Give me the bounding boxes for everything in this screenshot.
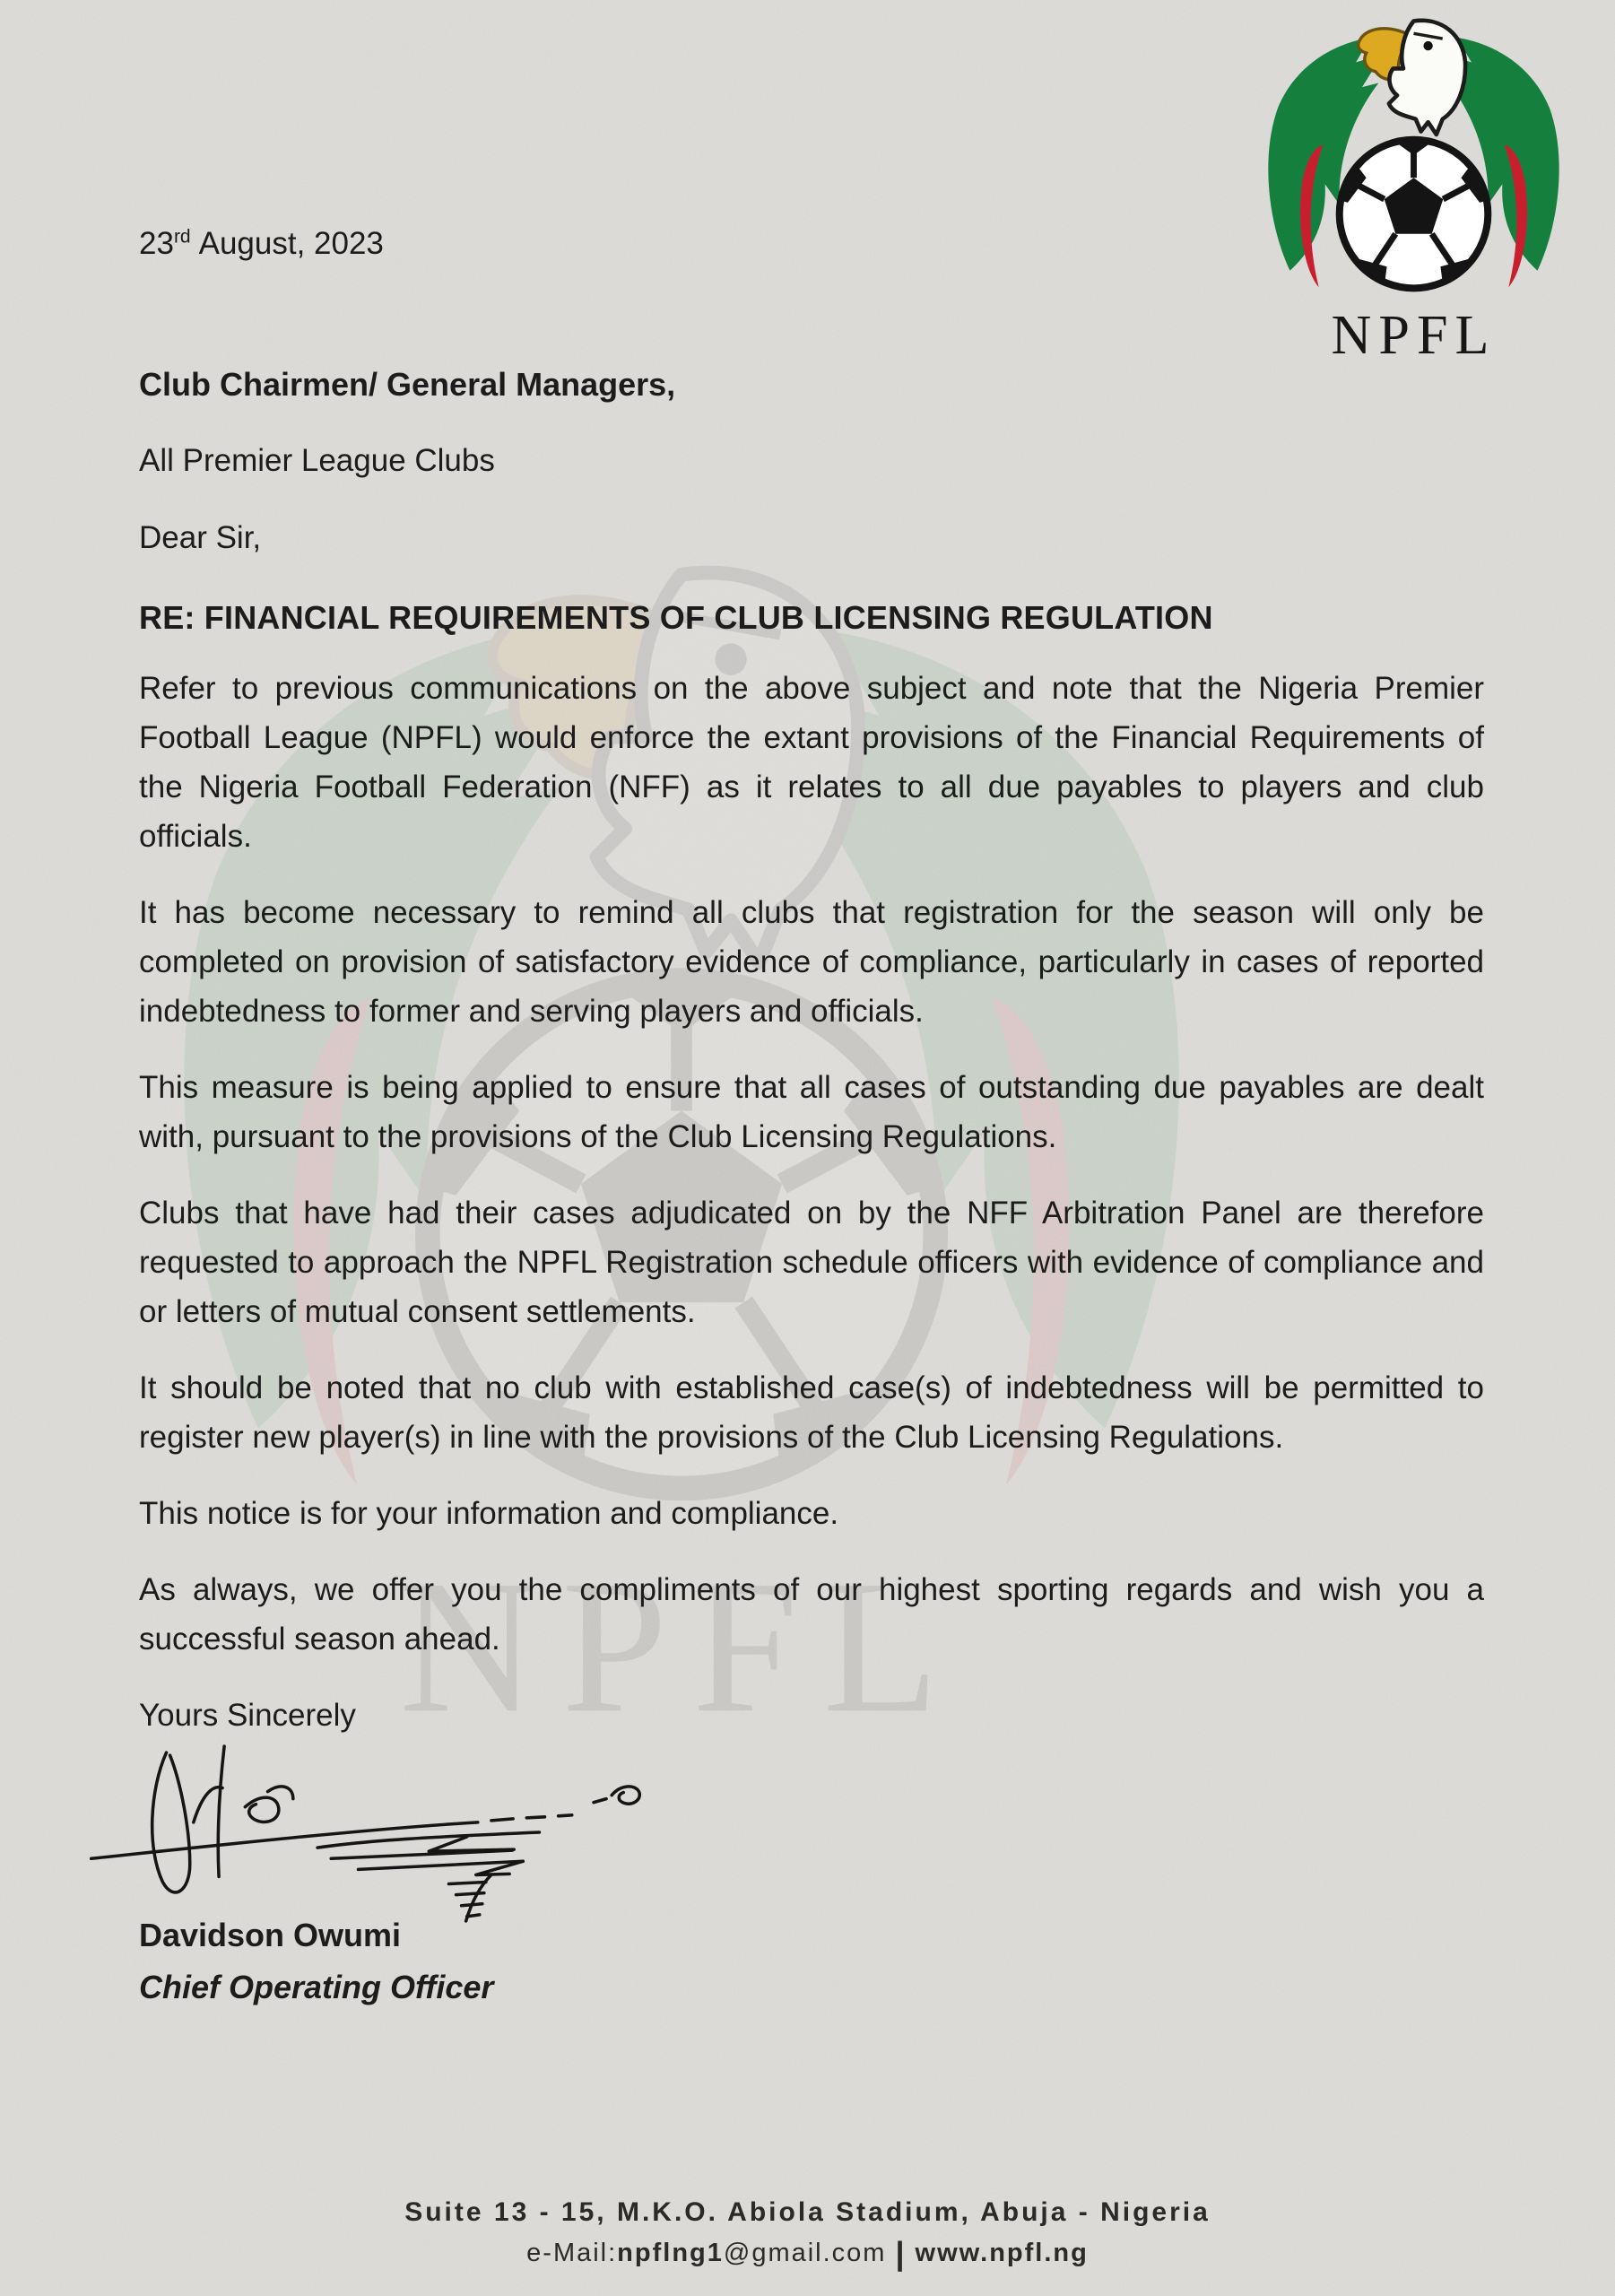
date-month-year: August, 2023 — [198, 226, 384, 261]
signature-scribble — [54, 1739, 753, 1929]
footer-website: www.npfl.ng — [915, 2239, 1089, 2267]
letterhead-footer — [0, 2197, 1615, 2273]
email-domain: @gmail.com — [723, 2239, 887, 2267]
salutation: Dear Sir, — [139, 520, 262, 555]
closing-line: Yours Sincerely — [139, 1698, 356, 1733]
paragraph-5: It should be noted that no club with established case(s) of indebtedness will be permitted to register new player(s) in line with the provisions of the Club Licensing Regulations. — [139, 1370, 1484, 1455]
recipient-line-2: All Premier League Clubs — [139, 443, 495, 478]
footer-separator: | — [895, 2235, 907, 2272]
footer-contact — [0, 2235, 1615, 2273]
paragraph-3: This measure is being applied to ensure that all cases of outstanding due payables are dealt with, pursuant to the provisions of the Club Licensing Regulations. — [139, 1070, 1484, 1154]
recipient-line-1: Club Chairmen/ General Managers, — [139, 366, 676, 403]
signatory-title: Chief Operating Officer — [139, 1969, 494, 2005]
date-ordinal: rd — [173, 226, 191, 248]
email-user: npflng1 — [617, 2239, 724, 2267]
paragraph-4: Clubs that have had their cases adjudicated on by the NFF Arbitration Panel are therefore requested to approach the NPFL Registration schedule officers with evidence of compliance and or letters of mutual consent settlements. — [139, 1196, 1484, 1329]
signatory-name: Davidson Owumi — [139, 1917, 402, 1953]
footer-address: Suite 13 - 15, M.K.O. Abiola Stadium, Abuja - Nigeria — [404, 2197, 1211, 2227]
paragraph-2: It has become necessary to remind all clubs that registration for the season will only be completed on provision of satisfactory evidence of compliance, particularly in cases of reported indebtedness to former and serving players and officials. — [139, 895, 1484, 1029]
paragraph-7: As always, we offer you the compliments of our highest sporting regards and wish you a successful season ahead. — [139, 1572, 1484, 1657]
date-day: 23 — [139, 226, 174, 261]
npfl-letterhead-logo — [1259, 11, 1568, 361]
email-label: e-Mail: — [526, 2239, 618, 2267]
paragraph-1: Refer to previous communications on the above subject and note that the Nigeria Premier Football League (NPFL) would enforce the extant provisions of the Financial Requirements of the Nigeria Football Federation (NFF) as it relates to all due payables to players and club officials. — [139, 671, 1484, 854]
subject-line: RE: FINANCIAL REQUIREMENTS OF CLUB LICENSING REGULATION — [139, 599, 1213, 636]
paragraph-6: This notice is for your information and compliance. — [139, 1496, 839, 1531]
